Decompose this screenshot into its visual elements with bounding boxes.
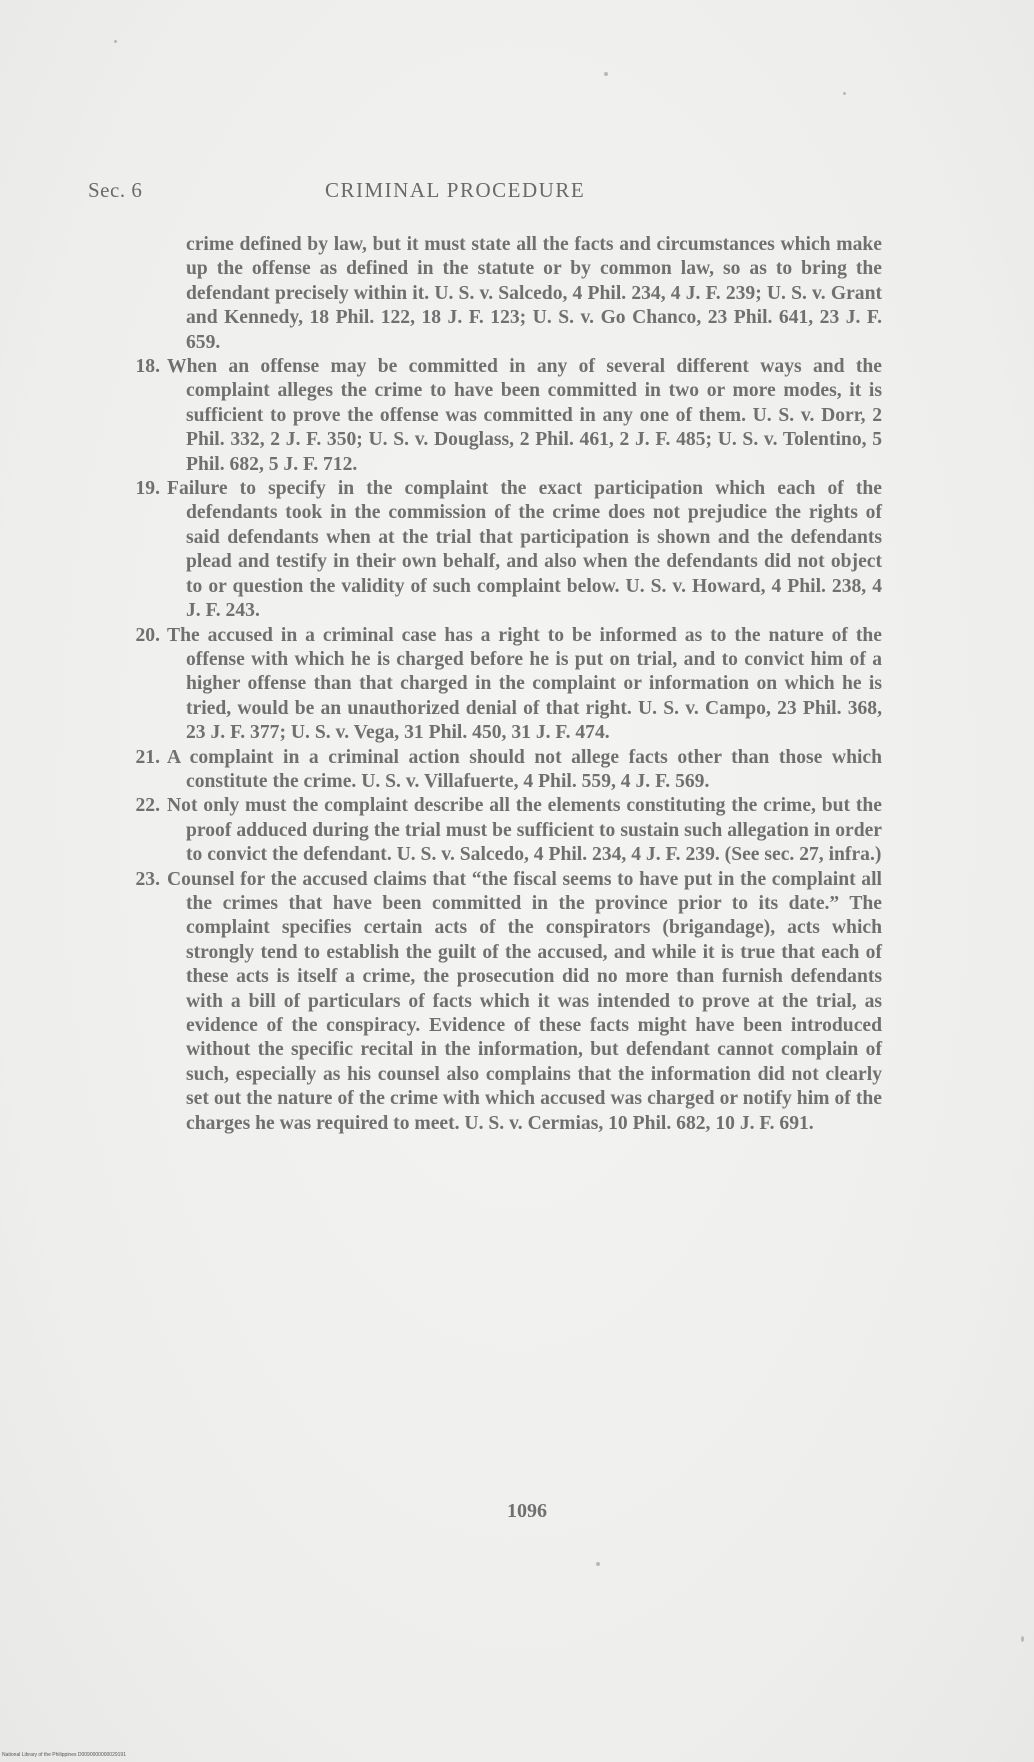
page-title: CRIMINAL PROCEDURE: [325, 178, 586, 202]
running-header: [88, 178, 633, 208]
paragraph-text: crime defined by law, but it must state all the facts and circumstances which make up the offense as defined in the statute or by common law, so as to bring the defendant precisely within it. U. S. v. Salcedo, 4 Phil. 234, 4 J. F. 239; U. S. v. Grant and Kennedy, 18 Phil. 122, 18 J. F. 123; U. S. v. Go Chanco, 23 Phil. 641, 23 J. F. 659.: [186, 234, 882, 353]
paragraph-number: 22.: [135, 795, 160, 817]
paragraph-18: [112, 355, 882, 477]
body-text: [112, 233, 882, 1136]
scan-speck: [114, 40, 117, 43]
paragraph-text: The accused in a criminal case has a right to be informed as to the nature of the offense with which he is charged before he is put on trial, and to convict him of a higher offense than that charged in the complaint or information on which he is tried, would be an unauthorized denial of that right. U. S. v. Campo, 23 Phil. 368, 23 J. F. 377; U. S. v. Vega, 31 Phil. 450, 31 J. F. 474.: [167, 624, 882, 744]
paragraph-text: Counsel for the accused claims that “the fiscal seems to have put in the complaint all the crimes that have been committed in the province prior to its date.” The complaint specifies certain acts of the conspirators (brigandage), acts which strongly tend to establish the guilt of the accused, and while it is true that each of these acts is itself a crime, the prosecution did no more than furnish defendants with a bill of particulars of facts which it was intended to prove at the trial, as evidence of the conspiracy. Evidence of these facts might have been introduced without the specific recital in the information, but defendant cannot complain of such, especially as his counsel also complains that the information did not clearly set out the nature of the crime with which accused was charged or notify him of the charges he was required to meet. U. S. v. Cermias, 10 Phil. 682, 10 J. F. 691.: [167, 868, 882, 1134]
paragraph-20: [112, 624, 882, 746]
paragraph-22: [112, 794, 882, 867]
paragraph-21: [112, 746, 882, 795]
paragraph-text: Not only must the complaint describe all the elements constituting the crime, but the proof adduced during the trial must be sufficient to sustain such allegation in order to convict the defendant. U. S. v. Salcedo, 4 Phil. 234, 4 J. F. 239. (See sec. 27, infra.): [167, 795, 882, 866]
scan-speck: [604, 72, 608, 76]
paragraph-23: [112, 868, 882, 1136]
scan-footer: National Library of the Philippines D0090000000029191: [2, 1752, 126, 1758]
paragraph-text: When an offense may be committed in any of several different ways and the complaint alleges the crime to have been committed in two or more modes, it is sufficient to prove the offense was committed in any one of them. U. S. v. Dorr, 2 Phil. 332, 2 J. F. 350; U. S. v. Douglass, 2 Phil. 461, 2 J. F. 485; U. S. v. Tolentino, 5 Phil. 682, 5 J. F. 712.: [167, 356, 882, 475]
paragraph-number: 23.: [135, 868, 160, 890]
paragraph-continued: [112, 233, 882, 355]
section-label: Sec. 6: [88, 178, 143, 202]
scan-speck: [843, 92, 846, 95]
page-number: 1096: [507, 1500, 547, 1522]
paragraph-number: 18.: [135, 356, 160, 378]
paragraph-text: Failure to specify in the complaint the exact participation which each of the defendants took in the commission of the crime does not prejudice the rights of said defendants when at the trial that participation is shown and the defendants plead and testify in their own behalf, and also when the defendants did not object to or question the validity of such complaint below. U. S. v. Howard, 4 Phil. 238, 4 J. F. 243.: [167, 478, 882, 622]
scan-speck: [596, 1562, 600, 1566]
paragraph-text: A complaint in a criminal action should not allege facts other than those which constitute the crime. U. S. v. Villafuerte, 4 Phil. 559, 4 J. F. 569.: [167, 746, 882, 792]
paragraph-number: 20.: [135, 624, 160, 646]
paragraph-number: 21.: [135, 746, 160, 768]
paragraph-19: [112, 477, 882, 623]
scan-speck: [1021, 1636, 1024, 1642]
paragraph-number: 19.: [135, 478, 160, 500]
